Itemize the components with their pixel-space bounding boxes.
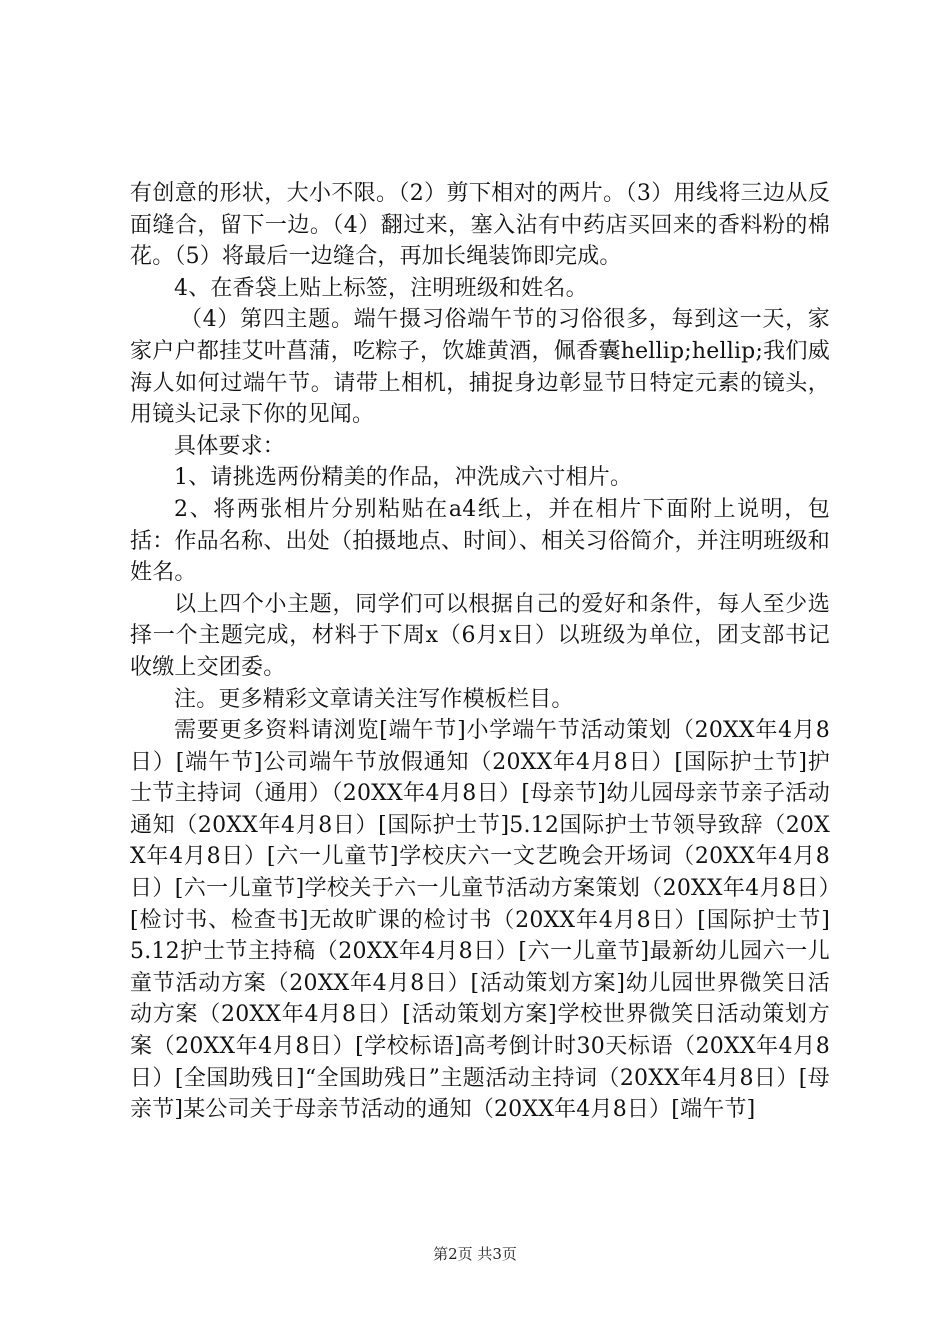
paragraph-requirements-heading: 具体要求： [174,433,286,459]
page-footer [0,1243,950,1264]
paragraph-note: 注。更多精彩文章请关注写作模板栏目。 [174,686,574,712]
document-body [130,178,830,1126]
paragraph-more-links: 需要更多资料请浏览[端午节]小学端午节活动策划（20XX年4月8日）[端午节]公司端午节放假通知（20XX年4月8日）[国际护士节]护士节主持词（通用）（20XX年4月8日）[母亲节]幼儿园母亲节亲子活动通知（20XX年4月8日）[国际护士节]5.12国际护士节领导致辞（20XX年4月8日）[六一儿童节]学校庆六一文艺晚会开场词（20XX年4月8日）[六一儿童节]学校关于六一儿童节活动方案策划（20XX年4月8日）[检讨书、检查书]无故旷课的检讨书（20XX年4月8日）[国际护士节]5.12护士节主持稿（20XX年4月8日）[六一儿童节]最新幼儿园六一儿童节活动方案（20XX年4月8日）[活动策划方案]幼儿园世界微笑日活动方案（20XX年4月8日）[活动策划方案]学校世界微笑日活动策划方案（20XX年4月8日）[学校标语]高考倒计时30天标语（20XX年4月8日）[全国助残日]“全国助残日”主题活动主持词（20XX年4月8日）[母亲节]某公司关于母亲节活动的通知（20XX年4月8日）[端午节] [130,718,830,1123]
paragraph-sachet-steps: 有创意的形状，大小不限。（2）剪下相对的两片。（3）用线将三边从反面缝合，留下一边。（4）翻过来，塞入沾有中药店买回来的香料粉的棉花。（5）将最后一边缝合，再加长绳装饰即完成。 [130,181,830,270]
paragraph-requirement-1: 1、请挑选两份精美的作品，冲洗成六寸相片。 [174,465,633,491]
paragraph-theme-four: （4）第四主题。端午摄习俗端午节的习俗很多，每到这一天，家家户户都挂艾叶菖蒲，吃粽子，饮雄黄酒，佩香囊hellip;hellip;我们威海人如何过端午节。请带上相机，捕捉身边彰显节日特定元素的镜头，用镜头记录下你的见闻。 [130,307,830,428]
paragraph-requirement-2: 2、将两张相片分别粘贴在a4纸上，并在相片下面附上说明，包括：作品名称、出处（拍摄地点、时间）、相关习俗简介，并注明班级和姓名。 [130,496,830,586]
paragraph-summary: 以上四个小主题，同学们可以根据自己的爱好和条件，每人至少选择一个主题完成，材料于下周x（6月x日）以班级为单位，团支部书记收缴上交团委。 [130,591,830,680]
paragraph-sachet-label: 4、在香袋上贴上标签，注明班级和姓名。 [174,275,588,301]
page-number-label: 第2页 共3页 [433,1245,517,1263]
